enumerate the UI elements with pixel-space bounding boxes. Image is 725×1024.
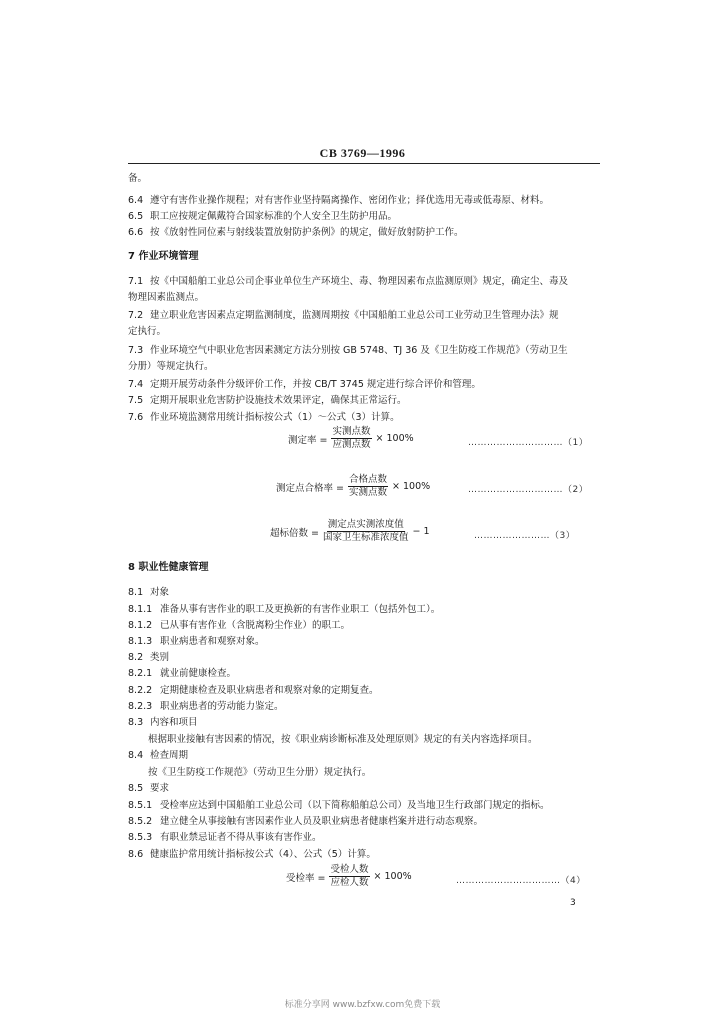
clause-8-5-3 <box>128 831 322 844</box>
clause-number: 6.4 <box>128 195 144 206</box>
clause-text: 职业病患者和观察对象。 <box>160 636 265 647</box>
clause-number: 7.1 <box>128 276 144 287</box>
clause-8-2-3 <box>128 700 284 713</box>
watermark-footer: 标准分享网 www.bzfxw.com免费下载 <box>284 1000 441 1010</box>
clause-text: 按《放射性同位素与射线装置放射防护条例》的规定，做好放射防护工作。 <box>150 227 464 238</box>
formula-number-2: …………………………（2） <box>468 485 589 495</box>
formula-fraction <box>331 426 371 451</box>
clause-text: 准备从事有害作业的职工及更换新的有害作业职工（包括外包工）。 <box>160 604 441 615</box>
clause-number: 8.1.1 <box>128 604 153 615</box>
clause-body: 按《卫生防疫工作规范》（劳动卫生分册）规定执行。 <box>148 767 372 778</box>
clause-text: 定期开展劳动条件分级评价工作，并按 CB/T 3745 规定进行综合评价和管理。 <box>150 379 481 390</box>
denominator: 应检人数 <box>330 877 369 888</box>
clause-text: 要求 <box>150 783 170 794</box>
clause-8-1 <box>128 586 169 599</box>
formula-3 <box>270 519 430 544</box>
clause-number: 8.3 <box>128 717 144 728</box>
numerator: 实测点数 <box>332 426 371 437</box>
clause-8-2-2 <box>128 684 379 697</box>
clause-number: 8.5 <box>128 783 144 794</box>
formula-tail: × 100% <box>392 481 431 492</box>
formula-number-3: ……………………（3） <box>474 531 576 541</box>
clause-number: 7.4 <box>128 379 144 390</box>
formula-tail: × 100% <box>373 871 412 882</box>
clause-number: 8.6 <box>128 849 144 860</box>
clause-number: 7.3 <box>128 345 144 356</box>
formula-number-4: ……………………………（4） <box>456 876 586 886</box>
clause-7-6 <box>128 411 400 424</box>
clause-body: 根据职业接触有害因素的情况，按《职业病诊断标准及处理原则》规定的有关内容选择项目。 <box>148 734 538 745</box>
denominator: 国家卫生标准浓度值 <box>322 532 409 543</box>
clause-number: 8.1.2 <box>128 620 153 631</box>
clause-text: 按《中国船舶工业总公司企事业单位生产环境尘、毒、物理因素布点监测原则》规定，确定尘、毒及 <box>150 276 569 287</box>
clause-text: 作业环境空气中职业危害因素测定方法分别按 GB 5748、TJ 36 及《卫生防疫工作规范》（劳动卫生 <box>150 345 568 356</box>
clause-text: 建立健全从事接触有害因素作业人员及职业病患者健康档案并进行动态观察。 <box>160 816 484 827</box>
formula-lhs: 测定点合格率 = <box>276 482 344 494</box>
formula-2 <box>276 474 430 499</box>
clause-number: 7.2 <box>128 310 144 321</box>
clause-number: 8.5.1 <box>128 800 153 811</box>
clause-continuation: 定执行。 <box>128 326 167 337</box>
formula-lhs: 受检率 = <box>286 872 326 884</box>
clause-8-5-1 <box>128 799 550 812</box>
clause-text: 检查周期 <box>150 750 189 761</box>
formula-fraction <box>329 864 369 889</box>
clause-number: 8.2.3 <box>128 701 153 712</box>
clause-7-3 <box>128 344 568 357</box>
formula-1 <box>288 426 414 451</box>
clause-number: 7.6 <box>128 412 144 423</box>
standard-code-header: CB 3769—1996 <box>319 146 406 160</box>
clause-8-5 <box>128 782 169 795</box>
clause-number: 8.4 <box>128 750 144 761</box>
clause-8-1-2 <box>128 619 350 632</box>
clause-text: 有职业禁忌证者不得从事该有害作业。 <box>160 832 322 843</box>
formula-tail: × 100% <box>375 433 414 444</box>
header-rule <box>128 163 600 164</box>
clause-continuation: 分册）等规定执行。 <box>128 361 214 372</box>
formula-lhs: 超标倍数 = <box>270 527 319 539</box>
clause-text: 已从事有害作业（含脱离粉尘作业）的职工。 <box>160 620 351 631</box>
clause-8-5-2 <box>128 815 483 828</box>
clause-text: 定期开展职业危害防护设施技术效果评定，确保其正常运行。 <box>150 395 407 406</box>
clause-text: 职业病患者的劳动能力鉴定。 <box>160 701 284 712</box>
clause-number: 8.2.1 <box>128 668 153 679</box>
clause-number: 8.2 <box>128 652 144 663</box>
clause-number: 7.5 <box>128 395 144 406</box>
clause-text: 受检率应达到中国船舶工业总公司（以下简称船舶总公司）及当地卫生行政部门规定的指标。 <box>160 800 550 811</box>
clause-number: 8.1.3 <box>128 636 153 647</box>
clause-8-2-1 <box>128 667 236 680</box>
formula-lhs: 测定率 = <box>288 434 328 446</box>
formula-number-text: （2） <box>563 485 589 495</box>
page-number: 3 <box>570 898 576 908</box>
formula-number-text: （3） <box>550 531 576 541</box>
clause-text: 作业环境监测常用统计指标按公式（1）～公式（3）计算。 <box>150 412 400 423</box>
clause-number: 8.5.2 <box>128 816 153 827</box>
clause-7-5 <box>128 394 407 407</box>
clause-8-1-3 <box>128 635 265 648</box>
clause-8-1-1 <box>128 603 440 616</box>
clause-text: 职工应按规定佩戴符合国家标准的个人安全卫生防护用品。 <box>150 211 398 222</box>
clause-number: 8.1 <box>128 587 144 598</box>
clause-continuation: 物理因素监测点。 <box>128 292 205 303</box>
clause-text: 内容和项目 <box>150 717 198 728</box>
clause-7-1 <box>128 275 568 288</box>
clause-7-2 <box>128 309 559 322</box>
clause-number: 8.5.3 <box>128 832 153 843</box>
clause-text: 就业前健康检查。 <box>160 668 237 679</box>
clause-7-4 <box>128 378 481 391</box>
clause-8-2 <box>128 651 169 664</box>
formula-fraction <box>323 519 409 544</box>
clause-6-4 <box>128 194 549 207</box>
denominator: 实测点数 <box>348 487 387 498</box>
section-heading-8: 8 职业性健康管理 <box>128 562 209 573</box>
formula-fraction <box>348 474 388 499</box>
clause-8-6 <box>128 848 376 861</box>
formula-tail: − 1 <box>412 526 430 537</box>
formula-4 <box>286 864 412 889</box>
clause-text: 类别 <box>150 652 170 663</box>
denominator: 应测点数 <box>332 439 371 450</box>
clause-text: 定期健康检查及职业病患者和观察对象的定期复查。 <box>160 685 379 696</box>
clause-text: 对象 <box>150 587 170 598</box>
clause-text: 健康监护常用统计指标按公式（4）、公式（5）计算。 <box>150 849 376 860</box>
numerator: 受检人数 <box>330 864 369 875</box>
clause-8-3 <box>128 716 198 729</box>
section-heading-7: 7 作业环境管理 <box>128 251 199 262</box>
clause-text: 建立职业危害因素点定期监测制度，监测周期按《中国船舶工业总公司工业劳动卫生管理办法》规 <box>150 310 559 321</box>
formula-number-1: …………………………（1） <box>468 438 589 448</box>
clause-8-4 <box>128 749 188 762</box>
numerator: 合格点数 <box>348 474 387 485</box>
text-line: 备。 <box>128 173 148 184</box>
clause-6-5 <box>128 210 397 223</box>
formula-number-text: （1） <box>563 438 589 448</box>
clause-6-6 <box>128 226 464 239</box>
formula-number-text: （4） <box>560 876 586 886</box>
clause-number: 8.2.2 <box>128 685 153 696</box>
clause-text: 遵守有害作业操作规程；对有害作业坚持隔离操作、密闭作业；择优选用无毒或低毒原、材料。 <box>150 195 550 206</box>
clause-number: 6.5 <box>128 211 144 222</box>
clause-number: 6.6 <box>128 227 144 238</box>
numerator: 测定点实测浓度值 <box>327 519 404 530</box>
